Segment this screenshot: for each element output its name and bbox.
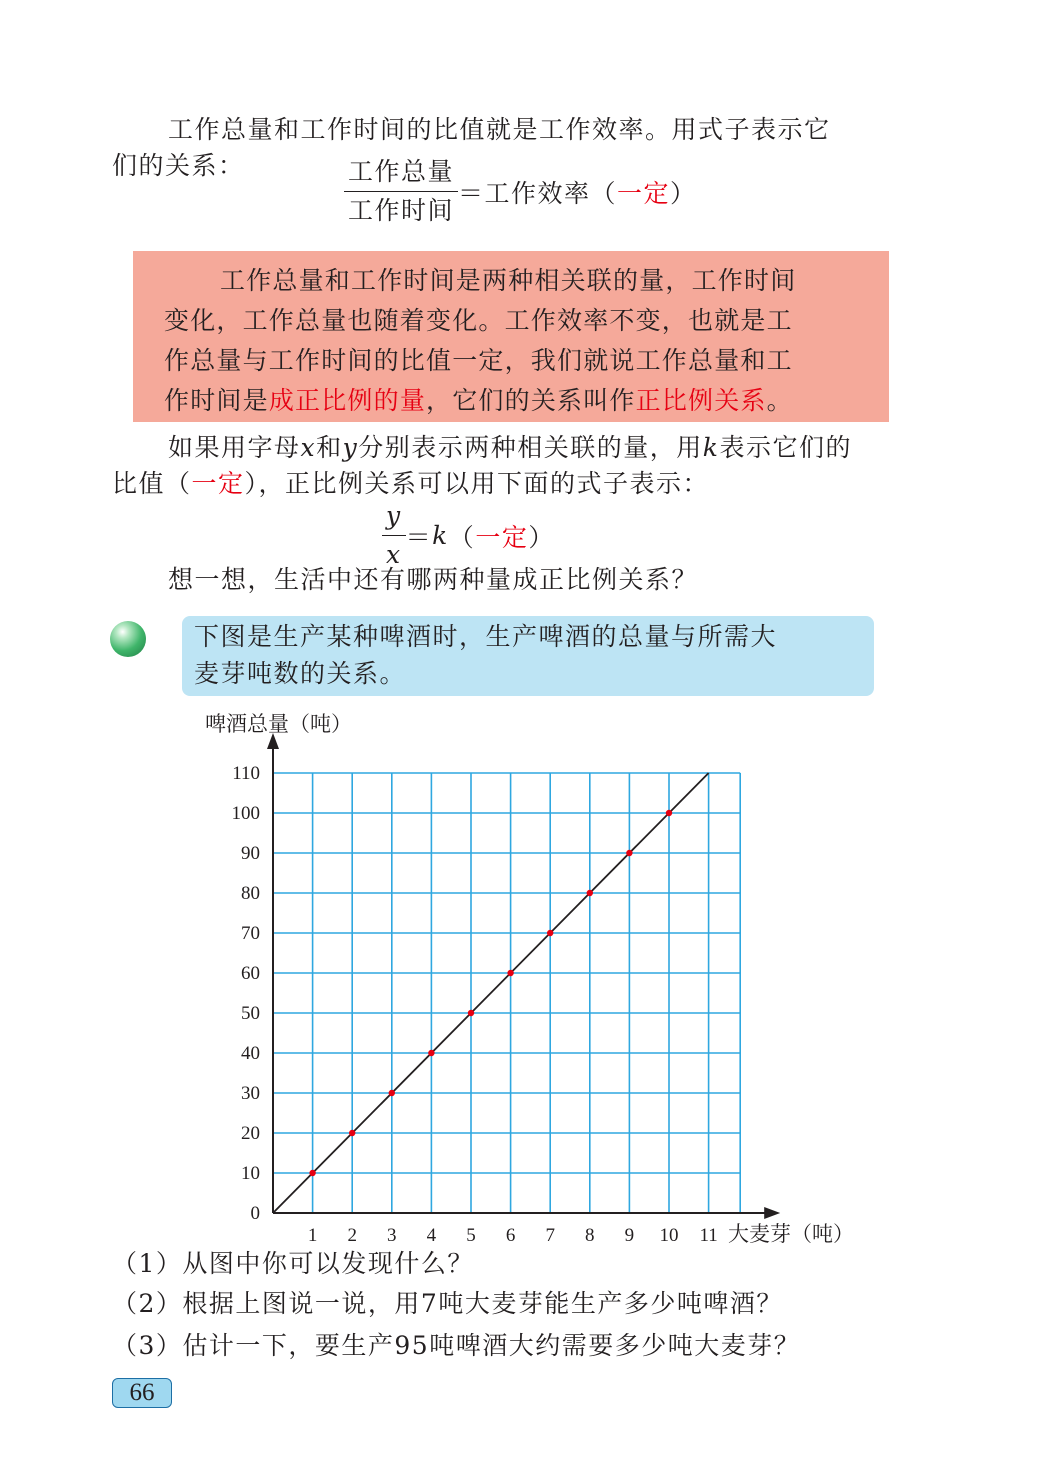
data-point bbox=[428, 1050, 434, 1056]
x-tick-label: 1 bbox=[307, 1225, 318, 1246]
formula-denominator: 工作时间 bbox=[348, 196, 455, 225]
chart-grid bbox=[273, 773, 740, 1213]
x-tick-label: 7 bbox=[545, 1225, 555, 1246]
question-1: （1）从图中你可以发现什么？ bbox=[112, 1249, 474, 1278]
task-box bbox=[182, 616, 874, 696]
text: 和 bbox=[316, 433, 343, 462]
data-point bbox=[468, 1010, 474, 1016]
x-tick-label: 2 bbox=[347, 1225, 357, 1246]
letters-paragraph bbox=[112, 430, 907, 502]
definition-text: 。 bbox=[766, 386, 793, 415]
formula-close: ） bbox=[670, 178, 697, 208]
text: ），正比例关系可以用下面的式子表示： bbox=[244, 469, 710, 498]
data-point bbox=[666, 810, 672, 816]
y-tick-label: 110 bbox=[232, 763, 260, 784]
definition-box bbox=[133, 251, 889, 422]
formula-fraction bbox=[344, 156, 458, 227]
chart-series bbox=[273, 773, 709, 1213]
y-tick-label: 60 bbox=[241, 963, 260, 984]
definition-text: ，它们的关系叫作 bbox=[426, 386, 636, 415]
question-3: （3）估计一下，要生产95吨啤酒大约需要多少吨大麦芽？ bbox=[112, 1331, 801, 1360]
data-point bbox=[389, 1090, 395, 1096]
x-tick-label: 3 bbox=[387, 1225, 397, 1246]
formula-close: ） bbox=[528, 522, 555, 552]
y-tick-labels bbox=[232, 763, 261, 1224]
x-tick-label: 10 bbox=[659, 1225, 679, 1246]
data-point bbox=[349, 1130, 355, 1136]
formula-k: k bbox=[432, 521, 449, 550]
definition-line-2: 变化，工作总量也随着变化。工作效率不变，也就是工 bbox=[164, 306, 793, 335]
var-k: k bbox=[702, 433, 720, 462]
x-tick-label: 9 bbox=[624, 1225, 635, 1246]
data-point bbox=[309, 1170, 315, 1176]
x-tick-label: 6 bbox=[505, 1225, 516, 1246]
data-point bbox=[626, 850, 632, 856]
text: 比值（ bbox=[112, 469, 192, 498]
chart-axes bbox=[267, 733, 780, 1219]
formula-numerator-y: y bbox=[382, 500, 406, 536]
x-tick-label: 4 bbox=[426, 1225, 437, 1246]
y-tick-label: 30 bbox=[241, 1083, 260, 1104]
y-tick-label: 90 bbox=[241, 843, 260, 864]
x-tick-labels bbox=[308, 1225, 718, 1246]
task-line-2: 麦芽吨数的关系。 bbox=[194, 659, 407, 688]
var-y: y bbox=[342, 433, 359, 462]
x-axis-arrow bbox=[764, 1207, 780, 1219]
definition-text: 作时间是 bbox=[164, 386, 269, 415]
series-line bbox=[273, 773, 709, 1213]
y-tick-label: 80 bbox=[241, 883, 260, 904]
y-tick-label: 0 bbox=[250, 1203, 260, 1224]
term-proportional-relation: 正比例关系 bbox=[635, 386, 767, 415]
y-tick-label: 40 bbox=[241, 1043, 260, 1064]
x-axis-label: 大麦芽（吨） bbox=[728, 1222, 854, 1246]
y-tick-label: 20 bbox=[241, 1123, 260, 1144]
formula-constant: 一定 bbox=[617, 178, 671, 208]
data-point bbox=[547, 930, 553, 936]
definition-line-1: 工作总量和工作时间是两种相关联的量，工作时间 bbox=[220, 266, 797, 295]
task-line-1: 下图是生产某种啤酒时，生产啤酒的总量与所需大 bbox=[194, 622, 778, 651]
formula-denominator-x: x bbox=[386, 540, 402, 569]
beer-malt-chart bbox=[0, 700, 1048, 1250]
data-point bbox=[587, 890, 593, 896]
formula-eq: ＝ bbox=[405, 522, 433, 552]
work-efficiency-formula bbox=[344, 156, 697, 227]
letters-line-2 bbox=[112, 469, 709, 498]
page-number: 66 bbox=[112, 1378, 172, 1408]
formula-constant: 一定 bbox=[475, 522, 529, 552]
definition-line-4 bbox=[164, 381, 863, 421]
text: 分别表示两种相关联的量，用 bbox=[358, 433, 703, 462]
constant-label: 一定 bbox=[191, 469, 245, 498]
term-proportional-quantities: 成正比例的量 bbox=[268, 386, 427, 415]
letters-line-1 bbox=[112, 430, 907, 466]
x-tick-label: 11 bbox=[699, 1225, 718, 1246]
formula-fraction bbox=[382, 500, 406, 571]
question-2: （2）根据上图说一说，用7吨大麦芽能生产多少吨啤酒？ bbox=[112, 1289, 783, 1318]
think-prompt: 想一想，生活中还有哪两种量成正比例关系？ bbox=[168, 565, 699, 594]
y-axis-label: 啤酒总量（吨） bbox=[205, 712, 352, 736]
intro-line-2: 们的关系： bbox=[112, 151, 245, 180]
y-tick-label: 10 bbox=[241, 1163, 260, 1184]
y-tick-label: 100 bbox=[231, 803, 260, 824]
text: 表示它们的 bbox=[719, 433, 852, 462]
x-tick-label: 8 bbox=[585, 1225, 595, 1246]
data-point bbox=[507, 970, 513, 976]
green-ball-icon bbox=[110, 621, 146, 657]
formula-open: （ bbox=[448, 522, 476, 552]
text: 如果用字母 bbox=[168, 433, 301, 462]
formula-numerator: 工作总量 bbox=[344, 156, 458, 192]
formula-rhs: ＝工作效率（ bbox=[458, 178, 618, 208]
y-tick-label: 70 bbox=[241, 923, 260, 944]
y-tick-label: 50 bbox=[241, 1003, 260, 1024]
var-x: x bbox=[300, 433, 317, 462]
intro-line-1: 工作总量和工作时间的比值就是工作效率。用式子表示它 bbox=[168, 115, 831, 144]
definition-line-3: 作总量与工作时间的比值一定，我们就说工作总量和工 bbox=[164, 346, 793, 375]
x-tick-label: 5 bbox=[466, 1225, 476, 1246]
proportion-formula bbox=[382, 500, 555, 571]
